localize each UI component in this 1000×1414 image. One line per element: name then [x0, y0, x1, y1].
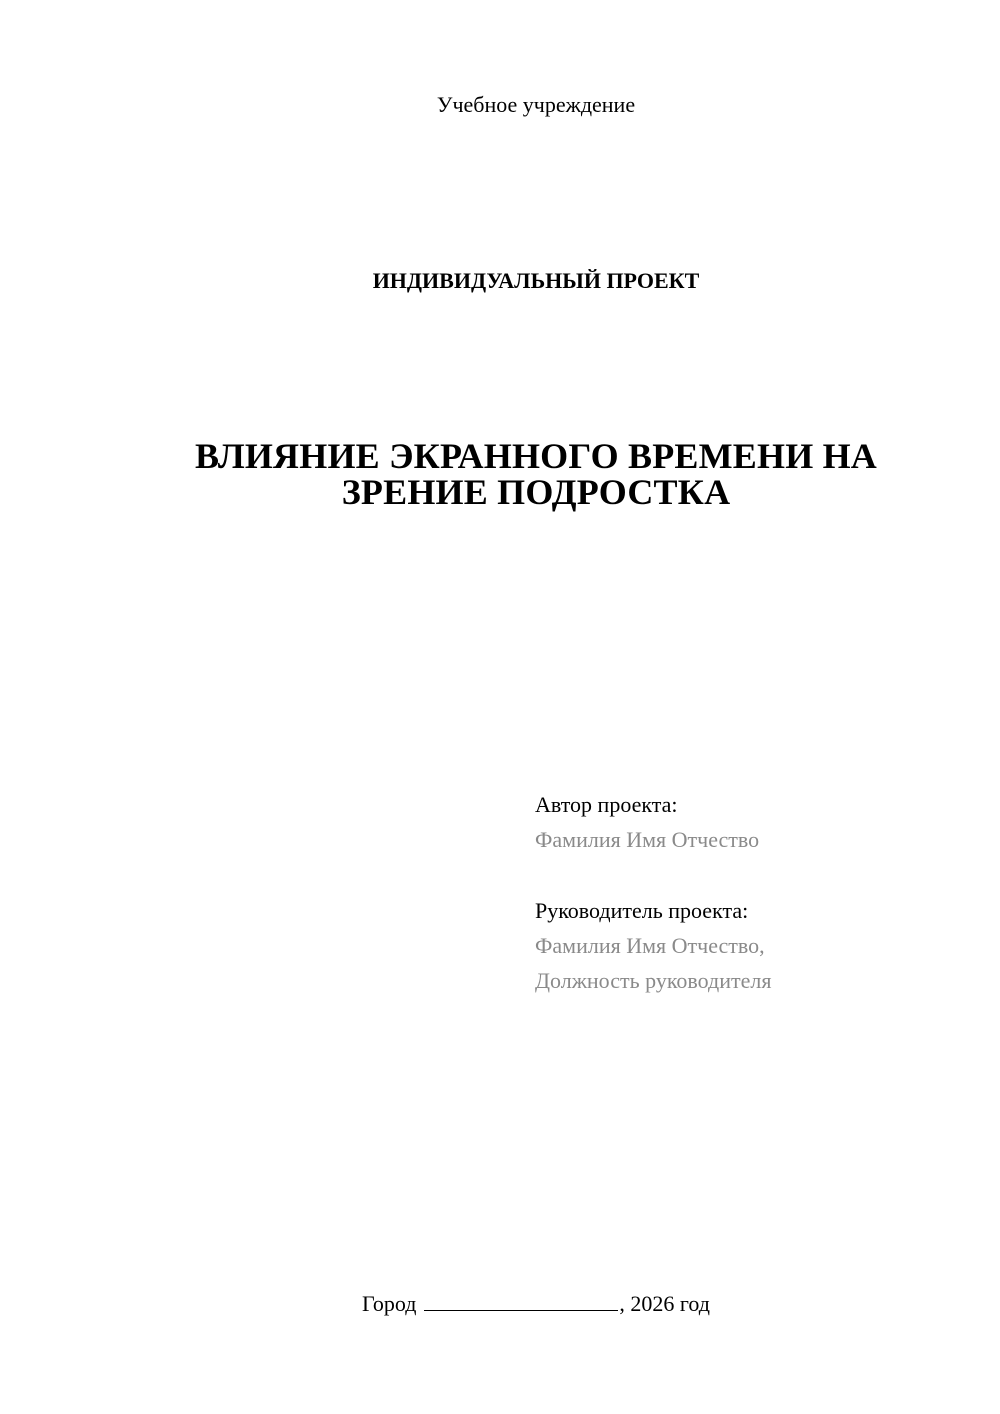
- city-year-line: [0, 1289, 1000, 1319]
- supervisor-label: Руководитель проекта:: [535, 898, 749, 923]
- supervisor-name-placeholder: Фамилия Имя Отчество,: [535, 933, 765, 958]
- project-title: [120, 438, 952, 510]
- project-type-heading: ИНДИВИДУАЛЬНЫЙ ПРОЕКТ: [372, 268, 700, 293]
- institution-name: Учебное учреждение: [436, 92, 636, 117]
- city-label: Город: [362, 1291, 417, 1316]
- project-title-line-1: ВЛИЯНИЕ ЭКРАННОГО ВРЕМЕНИ НА: [194, 436, 877, 476]
- author-label: Автор проекта:: [535, 792, 678, 817]
- credits-block: [535, 787, 975, 998]
- city-blank-line: [424, 1290, 618, 1311]
- project-title-line-2: ЗРЕНИЕ ПОДРОСТКА: [341, 472, 731, 512]
- supervisor-position-placeholder: Должность руководителя: [535, 968, 772, 993]
- credits-spacer: [535, 857, 975, 893]
- year-text: , 2026 год: [619, 1291, 710, 1316]
- author-name-placeholder: Фамилия Имя Отчество: [535, 827, 760, 852]
